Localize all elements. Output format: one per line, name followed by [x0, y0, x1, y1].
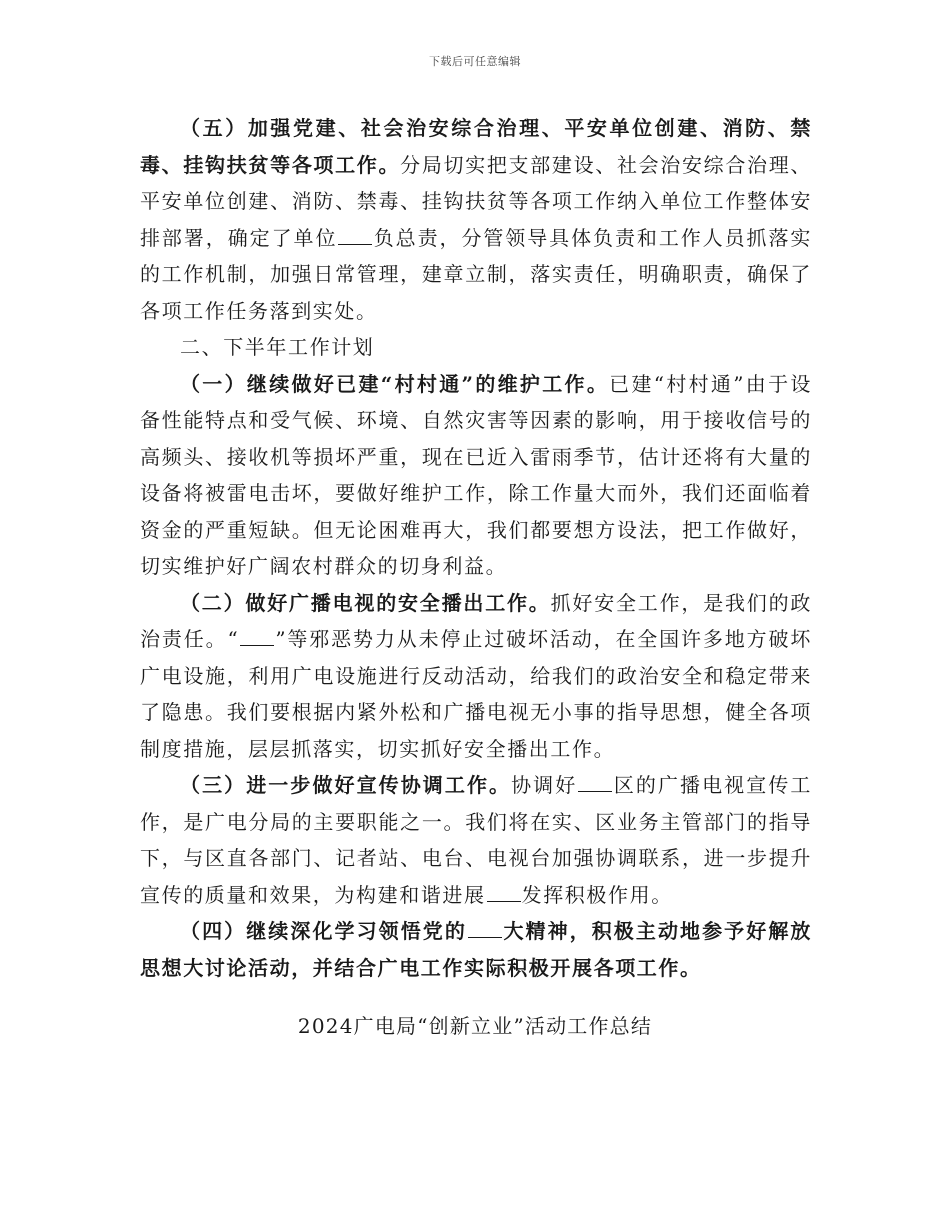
blank-underline [338, 228, 372, 245]
blank-underline [487, 885, 521, 902]
paragraph-text: 协调好 [511, 773, 578, 797]
paragraph-text: 负总责，分管领导具体负责和工作人员抓落实的工作机制，加强日常管理，建章立制，落实责任，明确职责，确保了各项工作任务落到实处。 [140, 225, 813, 323]
blank-underline [240, 629, 274, 646]
paragraph-text: 抓好安全工作，是我们的政治责任。“ [140, 590, 813, 651]
paragraph-text: 区的广播电视宣传工作，是广电分局的主要职能之一。我们将在实、区业务主管部门的指导下，与区直各部门、记者站、电台、电视台加强协调联系，进一步提升宣传的质量和效果，为构建和谐进展 [140, 773, 813, 907]
paragraph-text: ”等邪恶势力从未停止过破坏活动，在全国许多地方破坏广电设施，利用广电设施进行反动活动，给我们的政治安全和稳定带来了隐患。我们要根据内紧外松和广播电视无小事的指导思想，健全各项制度措施，层层抓落实，切实抓好安全播出工作。 [140, 627, 812, 761]
paragraph-text: 大精神，积极主动地参予好解放思想大讨论活动，并结合广电工作实际积极开展各项工作。 [140, 919, 812, 980]
paragraph-lead: （五）加强党建、社会治安综合治理、平安单位创建、消防、禁毒、挂钩扶贫等各项工作。 [140, 116, 812, 177]
paragraph-text: 发挥积极作用。 [521, 882, 673, 907]
document-title: 2024广电局“创新立业”活动工作总结 [297, 1014, 653, 1038]
paragraph-plan-2 [140, 585, 812, 768]
paragraph-plan-3 [140, 767, 812, 913]
paragraph-item-5 [140, 110, 812, 329]
section-heading: 二、下半年工作计划 [180, 335, 375, 359]
paragraph-lead: （二）做好广播电视的安全播出工作。 [180, 590, 551, 615]
paragraph-plan-1 [140, 366, 812, 585]
paragraph-text: （四）继续深化学习领悟党的 [180, 919, 467, 943]
paragraph-lead: （三）进一步做好宣传协调工作。 [180, 773, 512, 797]
paragraph-plan-4 [140, 913, 812, 986]
blank-underline [468, 921, 502, 938]
paragraph-text: 已建“村村通”由于设备性能特点和受气候、环境、自然灾害等因素的影响，用于接收信号的高频头、接收机等损坏严重，现在已近入雷雨季节，估计还将有大量的设备将被雷电击坏，要做好维护工作，除工作量大而外，我们还面临着资金的严重短缺。但无论困难再大，我们都要想方设法，把工作做好，切实维护好广阔农村群众的切身利益。 [140, 371, 812, 578]
paragraph-lead: （一）继续做好已建“村村通”的维护工作。 [180, 371, 610, 396]
blank-underline [578, 775, 612, 792]
header-note: 下载后可任意编辑 [429, 55, 521, 68]
document-body [140, 110, 812, 986]
paragraph-text: 分局切实把支部建设、社会治安综合治理、平安单位创建、消防、禁毒、挂钩扶贫等各项工作纳入单位工作整体安排部署，确定了单位 [140, 152, 812, 250]
